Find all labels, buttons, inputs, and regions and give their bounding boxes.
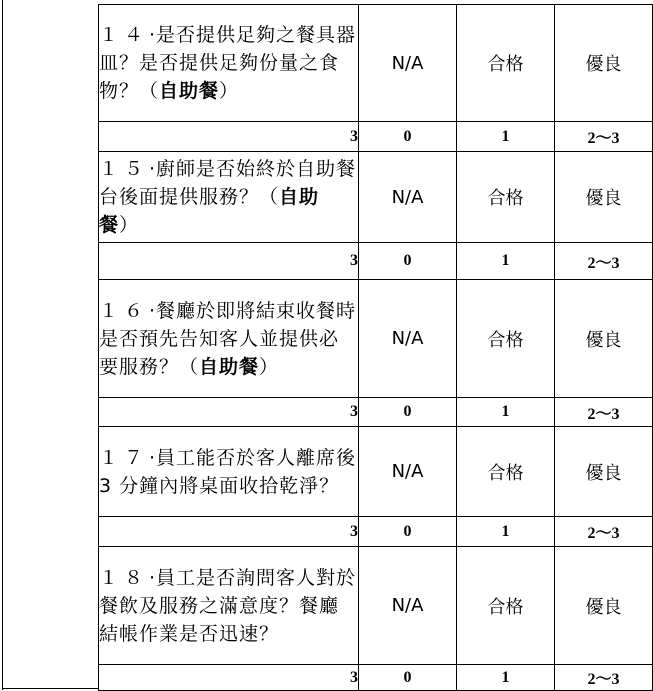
max-score: 3	[99, 517, 359, 547]
option-pass: 合格	[457, 427, 555, 517]
criterion-row	[99, 427, 653, 517]
score-row	[99, 122, 653, 152]
score-pass: 1	[457, 398, 555, 427]
max-score: 3	[99, 665, 359, 691]
option-na: N/A	[359, 427, 457, 517]
score-pass: 1	[457, 517, 555, 547]
option-na: N/A	[359, 280, 457, 398]
option-na: N/A	[359, 547, 457, 665]
score-excellent: 2～3	[555, 517, 653, 547]
option-excellent: 優良	[555, 152, 653, 243]
criterion-question: １８·員工是否詢問客人對於餐飲及服務之滿意度？餐廳結帳作業是否迅速？	[99, 547, 359, 665]
outer-border-left	[2, 0, 3, 690]
option-excellent: 優良	[555, 427, 653, 517]
max-score: 3	[99, 122, 359, 152]
option-pass: 合格	[457, 152, 555, 243]
criterion-question: １７·員工能否於客人離席後 3 分鐘內將桌面收拾乾淨？	[99, 427, 359, 517]
score-pass: 1	[457, 665, 555, 691]
evaluation-table	[98, 4, 653, 691]
score-row	[99, 398, 653, 427]
criterion-row	[99, 152, 653, 243]
score-excellent: 2～3	[555, 665, 653, 691]
score-excellent: 2～3	[555, 122, 653, 152]
score-row	[99, 517, 653, 547]
criterion-row	[99, 280, 653, 398]
criterion-row	[99, 547, 653, 665]
max-score: 3	[99, 243, 359, 280]
score-na: 0	[359, 243, 457, 280]
criterion-question: １６·餐廳於即將結束收餐時是否預先告知客人並提供必要服務？（自助餐）	[99, 280, 359, 398]
option-pass: 合格	[457, 5, 555, 122]
score-row	[99, 243, 653, 280]
score-excellent: 2～3	[555, 243, 653, 280]
option-excellent: 優良	[555, 5, 653, 122]
criterion-question: １５·廚師是否始終於自助餐台後面提供服務？（自助餐）	[99, 152, 359, 243]
option-pass: 合格	[457, 547, 555, 665]
option-na: N/A	[359, 152, 457, 243]
outer-border-bottom	[2, 688, 98, 689]
max-score: 3	[99, 398, 359, 427]
score-na: 0	[359, 517, 457, 547]
score-row	[99, 665, 653, 691]
score-na: 0	[359, 665, 457, 691]
option-excellent: 優良	[555, 280, 653, 398]
score-pass: 1	[457, 122, 555, 152]
criterion-question: １４·是否提供足夠之餐具器皿？是否提供足夠份量之食物？（自助餐）	[99, 5, 359, 122]
score-pass: 1	[457, 243, 555, 280]
score-na: 0	[359, 398, 457, 427]
score-na: 0	[359, 122, 457, 152]
score-excellent: 2～3	[555, 398, 653, 427]
option-na: N/A	[359, 5, 457, 122]
option-pass: 合格	[457, 280, 555, 398]
option-excellent: 優良	[555, 547, 653, 665]
criterion-row	[99, 5, 653, 122]
